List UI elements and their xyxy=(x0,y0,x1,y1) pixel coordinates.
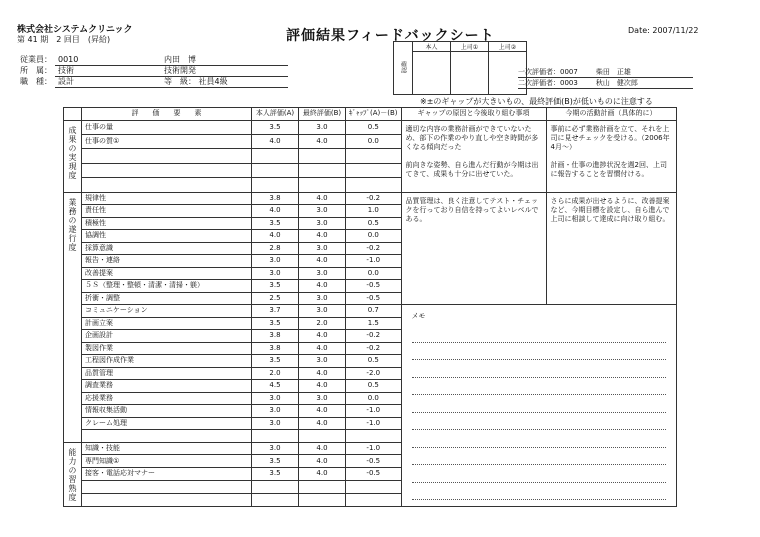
eval-item: 積極性 xyxy=(82,217,252,230)
col-header-gap: ｷﾞｬｯﾌﾟ(A)－(B) xyxy=(346,108,402,121)
eval-item: 企画設計 xyxy=(82,330,252,343)
eval-item: 接客・電話応対マナー xyxy=(82,468,252,481)
self-score: 2.8 xyxy=(252,242,299,255)
eval-item xyxy=(82,178,252,192)
seal-header-self: 本人 xyxy=(413,42,451,52)
memo-line xyxy=(412,360,666,378)
col-header-plan: 今期の活動計画（具体的に） xyxy=(546,108,676,121)
plan-cell xyxy=(546,192,676,305)
final-score: 4.0 xyxy=(299,342,346,355)
dept-label: 所 属： xyxy=(20,66,52,75)
eval-item: 改善提案 xyxy=(82,267,252,280)
self-score xyxy=(252,149,299,163)
category-label: 能力の習熟度 xyxy=(64,442,82,506)
memo-line xyxy=(412,483,666,501)
gap-score: 0.0 xyxy=(346,392,402,405)
gap-score: -0.5 xyxy=(346,455,402,468)
page-title: 評価結果フィードバックシート xyxy=(286,28,495,44)
gap-score xyxy=(346,480,402,493)
final-score: 4.0 xyxy=(299,280,346,293)
self-score: 3.5 xyxy=(252,455,299,468)
self-score: 3.8 xyxy=(252,342,299,355)
seal-cell-boss1[interactable] xyxy=(451,52,489,95)
col-header-self: 本人評価(A) xyxy=(252,108,299,121)
final-score: 4.0 xyxy=(299,455,346,468)
eval-item xyxy=(82,493,252,506)
gap-score: 0.0 xyxy=(346,134,402,148)
eval-item: 知識・技能 xyxy=(82,442,252,455)
employee-id: 0010 xyxy=(55,55,161,66)
self-score: 4.0 xyxy=(252,205,299,218)
self-score xyxy=(252,178,299,192)
final-score: 3.0 xyxy=(299,355,346,368)
final-score: 3.0 xyxy=(299,242,346,255)
final-score: 4.0 xyxy=(299,405,346,418)
table-row xyxy=(64,305,677,318)
eval-item: 調査業務 xyxy=(82,380,252,393)
self-score: 3.7 xyxy=(252,305,299,318)
final-score: 4.0 xyxy=(299,255,346,268)
self-score xyxy=(252,163,299,177)
eval-item xyxy=(82,149,252,163)
gap-score: 0.0 xyxy=(346,267,402,280)
gap-score xyxy=(346,178,402,192)
self-score: 3.0 xyxy=(252,405,299,418)
final-score xyxy=(299,178,346,192)
self-score: 2.0 xyxy=(252,367,299,380)
gap-score: 0.5 xyxy=(346,380,402,393)
eval-item: 採算意識 xyxy=(82,242,252,255)
gap-score: -0.2 xyxy=(346,342,402,355)
plan-item: 事前に必ず業務計画を立て、それを上司に見せチェックを受ける。（2006年4月～） xyxy=(550,124,670,151)
first-evaluator: 一次評価者：0007 柴田 正雄 xyxy=(518,68,631,76)
gap-comment-cell xyxy=(401,192,546,305)
gap-score: 0.5 xyxy=(346,355,402,368)
gap-score: -1.0 xyxy=(346,255,402,268)
confirmation-seal-box xyxy=(393,41,527,95)
final-score: 4.0 xyxy=(299,192,346,205)
col-header-item: 評 価 要 素 xyxy=(82,108,252,121)
dept-name: 技術開発 xyxy=(161,66,252,77)
employee-info xyxy=(17,55,288,88)
memo-line xyxy=(412,465,666,483)
gap-score xyxy=(346,430,402,443)
memo-line xyxy=(412,378,666,396)
gap-score: 0.5 xyxy=(346,120,402,134)
eval-item: 専門知識① xyxy=(82,455,252,468)
gap-score: 0.0 xyxy=(346,230,402,243)
final-score: 4.0 xyxy=(299,442,346,455)
memo-label: メモ xyxy=(411,312,426,320)
employee-name: 内田 博 xyxy=(161,55,252,66)
gap-score: -0.2 xyxy=(346,330,402,343)
plan-item: 計画・仕事の進捗状況を週2回、上司に報告することを習慣付ける。 xyxy=(550,160,667,178)
final-score xyxy=(299,163,346,177)
grade-label: 等 級： xyxy=(164,77,196,86)
gap-score: -0.2 xyxy=(346,192,402,205)
eval-item xyxy=(82,163,252,177)
self-score: 4.5 xyxy=(252,380,299,393)
memo-area[interactable] xyxy=(401,305,676,507)
eval-item: コミュニケーション xyxy=(82,305,252,318)
self-score: 3.5 xyxy=(252,468,299,481)
gap-score: -0.5 xyxy=(346,468,402,481)
attention-note: ※±のギャップが大きいもの、最終評価(B)が低いものに注意する xyxy=(420,97,653,106)
final-score: 3.0 xyxy=(299,292,346,305)
self-score: 2.5 xyxy=(252,292,299,305)
final-score xyxy=(299,480,346,493)
gap-comment: 品質管理は、良く注意してテスト・チェックを行っており自信を持ってよいレベルである。 xyxy=(405,196,539,223)
eval-item: 折衝・調整 xyxy=(82,292,252,305)
col-header-final: 最終評価(B) xyxy=(299,108,346,121)
gap-score: -0.2 xyxy=(346,242,402,255)
self-score: 3.0 xyxy=(252,417,299,430)
final-score xyxy=(299,149,346,163)
eval-item xyxy=(82,430,252,443)
eval-item: ５Ｓ（整理・整頓・清潔・清掃・躾） xyxy=(82,280,252,293)
gap-score: 1.5 xyxy=(346,317,402,330)
final-score: 3.0 xyxy=(299,392,346,405)
eval-item: 情報収集活動 xyxy=(82,405,252,418)
date-label: Date: 2007/11/22 xyxy=(628,26,699,35)
final-score xyxy=(299,430,346,443)
employee-id-label: 従業員： xyxy=(20,55,52,65)
gap-score xyxy=(346,163,402,177)
gap-score: -2.0 xyxy=(346,367,402,380)
gap-score: -1.0 xyxy=(346,417,402,430)
eval-item: 品質管理 xyxy=(82,367,252,380)
table-row xyxy=(64,192,677,205)
memo-line xyxy=(412,325,666,343)
eval-item: 応援業務 xyxy=(82,392,252,405)
seal-header-boss1: 上司① xyxy=(451,42,489,52)
gap-score: 0.7 xyxy=(346,305,402,318)
period-label: 第 41 期 2 回目 (昇給) xyxy=(17,35,111,44)
final-score: 4.0 xyxy=(299,380,346,393)
eval-item: 責任性 xyxy=(82,205,252,218)
self-score: 3.5 xyxy=(252,120,299,134)
final-score: 3.0 xyxy=(299,120,346,134)
self-score: 3.0 xyxy=(252,255,299,268)
eval-item: 仕事の量 xyxy=(82,120,252,134)
gap-score xyxy=(346,493,402,506)
gap-comment: 適切な内容の業務計画ができていないため、部下の作業のやり直しや空き時間が多くなる傾向だった xyxy=(405,124,539,151)
memo-line xyxy=(412,395,666,413)
eval-item xyxy=(82,480,252,493)
gap-comment: 前向きな姿勢、自ら進んだ行動が今期は出てきて、成果も十分に出せていた。 xyxy=(405,160,539,178)
second-evaluator: 二次評価者：0003 秋山 健次郎 xyxy=(518,79,638,87)
self-score: 3.0 xyxy=(252,267,299,280)
col-header-reason: ギャップの原因と今後取り組む事項 xyxy=(401,108,546,121)
final-score: 3.0 xyxy=(299,217,346,230)
gap-comment-cell xyxy=(401,120,546,192)
gap-score: 0.5 xyxy=(346,217,402,230)
self-score: 3.5 xyxy=(252,355,299,368)
final-score: 4.0 xyxy=(299,417,346,430)
self-score xyxy=(252,430,299,443)
self-score xyxy=(252,480,299,493)
final-score xyxy=(299,493,346,506)
gap-score: 1.0 xyxy=(346,205,402,218)
memo-line xyxy=(412,343,666,361)
evaluation-table xyxy=(63,107,677,507)
final-score: 4.0 xyxy=(299,330,346,343)
job-label: 職 種： xyxy=(20,77,52,86)
seal-side-label: 確認 xyxy=(394,42,413,95)
final-score: 3.0 xyxy=(299,267,346,280)
self-score: 3.0 xyxy=(252,442,299,455)
self-score: 3.0 xyxy=(252,392,299,405)
self-score xyxy=(252,493,299,506)
eval-item: 計画立案 xyxy=(82,317,252,330)
dept-code: 技術 xyxy=(55,66,161,77)
eval-item: 仕事の質① xyxy=(82,134,252,148)
gap-score: -1.0 xyxy=(346,442,402,455)
category-label: 成果の実現度 xyxy=(64,120,82,192)
company-name: 株式会社システムクリニック xyxy=(17,25,133,35)
eval-item: 工程図作成作業 xyxy=(82,355,252,368)
eval-item: クレーム処理 xyxy=(82,417,252,430)
grade-value: 社員4級 xyxy=(198,77,228,86)
self-score: 3.5 xyxy=(252,280,299,293)
final-score: 2.0 xyxy=(299,317,346,330)
job-type: 設計 xyxy=(55,77,161,88)
self-score: 3.5 xyxy=(252,217,299,230)
final-score: 4.0 xyxy=(299,367,346,380)
final-score: 3.0 xyxy=(299,305,346,318)
table-row xyxy=(64,120,677,134)
gap-score: -0.5 xyxy=(346,280,402,293)
gap-score xyxy=(346,149,402,163)
memo-line xyxy=(412,413,666,431)
category-label: 業務の遂行度 xyxy=(64,192,82,442)
final-score: 4.0 xyxy=(299,134,346,148)
final-score: 4.0 xyxy=(299,468,346,481)
seal-header-boss2: 上司② xyxy=(489,42,527,52)
plan-item: さらに成果が出せるように、改善提案など、今期目標を設定し、自ら進んで上司に相談して達成に向け取り組む。 xyxy=(550,196,670,223)
memo-line xyxy=(412,430,666,448)
self-score: 3.8 xyxy=(252,330,299,343)
seal-cell-self[interactable] xyxy=(413,52,451,95)
final-score: 4.0 xyxy=(299,230,346,243)
eval-item: 規律性 xyxy=(82,192,252,205)
eval-item: 協調性 xyxy=(82,230,252,243)
eval-item: 報告・連絡 xyxy=(82,255,252,268)
memo-line xyxy=(412,448,666,466)
eval-item: 製図作業 xyxy=(82,342,252,355)
self-score: 3.8 xyxy=(252,192,299,205)
final-score: 3.0 xyxy=(299,205,346,218)
gap-score: -0.5 xyxy=(346,292,402,305)
self-score: 4.0 xyxy=(252,134,299,148)
plan-cell xyxy=(546,120,676,192)
self-score: 3.5 xyxy=(252,317,299,330)
self-score: 4.0 xyxy=(252,230,299,243)
gap-score: -1.0 xyxy=(346,405,402,418)
